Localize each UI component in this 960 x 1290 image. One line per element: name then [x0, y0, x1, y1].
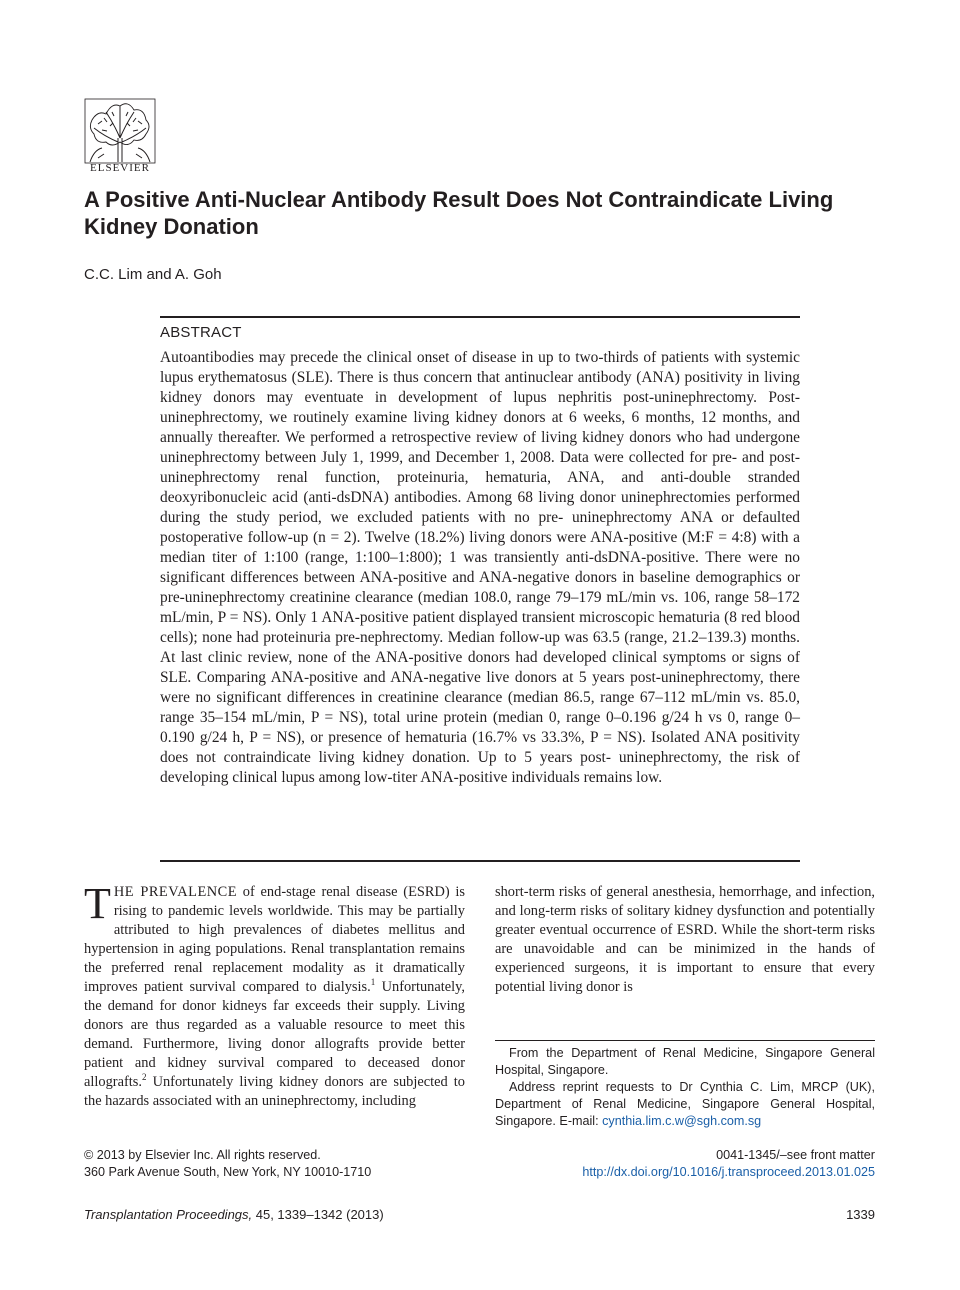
abstract-section — [160, 316, 800, 862]
body-text-part-1: of end-stage renal disease (ESRD) is rising to pandemic levels worldwide. This may be partially attributed to high prevalences of diabetes mellitus and hypertension in aging populations. Renal transplantation remains the preferred renal replacement modality as it dramatically improves patient survival compared to dialysis. — [84, 884, 465, 995]
body-text-part-2: Unfortunately, the demand for donor kidneys far exceeds their supply. Living donors are thus regarded as a valuable resource to meet this demand. Furthermore, living donor allografts provide better patient and kidney survival compared to deceased donor allografts. — [84, 979, 465, 1090]
journal-citation — [84, 1206, 384, 1223]
publisher-name: ELSEVIER — [90, 162, 150, 174]
reference-2[interactable]: 2 — [141, 1072, 147, 1083]
body-column-right: short-term risks of general anesthesia, hemorrhage, and infection, and long-term risks of solitary kidney dysfunction and potentially greater eventual occurrence of ESRD. While the short-term risks are unavoidable and can be minimized in the hands of experienced surgeons, it is important to ensure that every potential living donor is — [495, 884, 875, 995]
drop-cap: T — [84, 883, 111, 928]
email-link[interactable]: cynthia.lim.c.w@sgh.com.sg — [602, 1114, 762, 1128]
page-number: 1339 — [846, 1207, 875, 1222]
reprint-text: Address reprint requests to Dr Cynthia C. Lim, MRCP (UK), Department of Renal Medicine, Singapore General Hospital, Singapore. E-mail: — [495, 1080, 875, 1128]
affiliation-footnote: From the Department of Renal Medicine, Singapore General Hospital, Singapore. — [495, 1046, 875, 1077]
article-authors: C.C. Lim and A. Goh — [84, 266, 222, 283]
reprint-footnote — [495, 1079, 875, 1130]
elsevier-tree-icon — [84, 98, 156, 164]
copyright-notice: © 2013 by Elsevier Inc. All rights reserved. — [84, 1148, 321, 1162]
journal-name: Transplantation Proceedings, — [84, 1207, 253, 1222]
footnote-divider — [495, 1040, 875, 1041]
body-text-part-3: Unfortunately living kidney donors are subjected to the hazards associated with an uninephrectomy, including — [84, 1074, 465, 1109]
issn-line: 0041-1345/–see front matter — [716, 1148, 875, 1162]
abstract-heading: ABSTRACT — [160, 324, 242, 341]
abstract-text: Autoantibodies may precede the clinical onset of disease in up to two-thirds of patients with systemic lupus erythematosus (SLE). There is thus concern that antinuclear antibody (ANA) positivity in living kidney donors may eventuate in development of lupus nephritis post-uninephrectomy. Post-uninephrectomy, we routinely examine living kidney donors at 6 weeks, 6 months, 12 months, and annually thereafter. We performed a retrospective review of living kidney donors who had undergone uninephrectomy between July 1, 1999, and December 1, 2008. Data were collected for pre- and post-uninephrectomy renal function, proteinuria, hematuria, ANA, and anti-double stranded deoxyribonucleic acid (anti-dsDNA) antibodies. Among 68 living donor uninephrectomies performed during the study period, we excluded patients with no pre- uninephrectomy ANA or defaulted postoperative follow-up (n = 2). Twelve (18.2%) living donors were ANA-positive (M:F = 4:8) with a median titer of 1:100 (range, 1:100–1:800); 1 was transiently anti-dsDNA-positive. There were no significant differences between ANA-positive and ANA-negative donors in baseline demographics or pre-uninephrectomy creatinine clearance (median 108.0, range 79–179 mL/min vs. 106, range 58–172 mL/min, P = NS). Only 1 ANA-positive patient displayed transient microscopic hematuria (8 red blood cells); none had proteinuria pre-nephrectomy. Median follow-up was 63.5 (range, 21.2–139.3) months. At last clinic review, none of the ANA-positive donors had developed clinical symptoms or signs of SLE. Comparing ANA-positive and ANA-negative live donors at 5 years post-uninephrectomy, there were no significant differences in creatinine clearance (median 86.5, range 67–112 mL/min vs. 85.0, range 35–154 mL/min, P = NS), total urine protein (median 0, range 0–0.196 g/24 h vs 0, range 0–0.190 g/24 h, P = NS), or presence of hematuria (16.7% vs 33.3%, P = NS). Isolated ANA positivity does not contraindicate living kidney donation. Up to 5 years post- uninephrectomy, the risk of developing clinical lupus among low-titer ANA-positive individuals remains low. — [160, 349, 800, 786]
article-title: A Positive Anti-Nuclear Antibody Result Does Not Contraindicate Living Kidney Donation — [84, 187, 834, 239]
publisher-address: 360 Park Avenue South, New York, NY 10010-1710 — [84, 1165, 372, 1179]
reference-1[interactable]: 1 — [370, 977, 376, 988]
body-column-left — [84, 883, 465, 1131]
opening-words: HE PREVALENCE — [113, 884, 238, 900]
journal-volume-pages: 45, 1339–1342 (2013) — [252, 1207, 384, 1222]
doi-link[interactable]: http://dx.doi.org/10.1016/j.transproceed.2013.01.025 — [582, 1165, 875, 1179]
